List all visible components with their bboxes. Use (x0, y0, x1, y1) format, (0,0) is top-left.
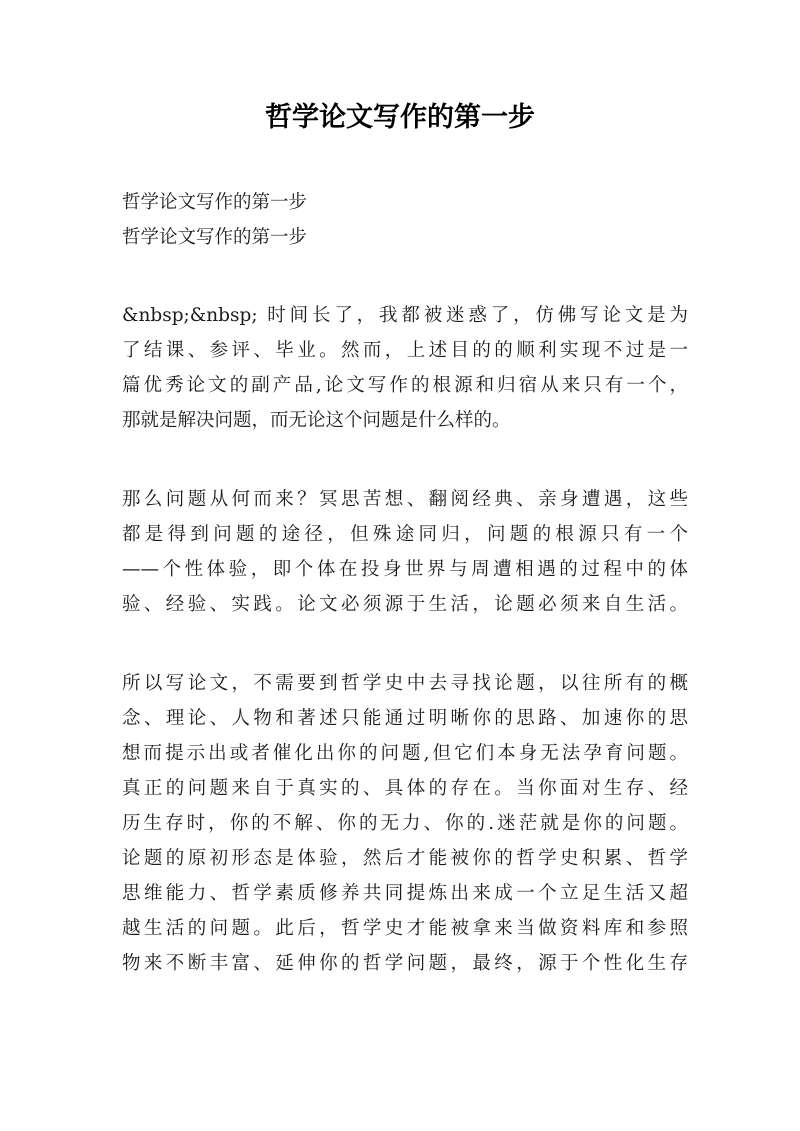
document-body (122, 185, 688, 1025)
paragraph-line: &nbsp;&nbsp; 时间长了，我都被迷惑了，仿佛写论文是为 (122, 305, 688, 326)
paragraph-line: 论题的原初形态是体验，然后才能被你的哲学史积累、哲学 (122, 848, 688, 869)
paragraph-3 (122, 666, 688, 981)
paragraph-line: 念、理论、人物和著述只能通过明晰你的思路、加速你的思 (122, 708, 688, 729)
paragraph-line: 想而提示出或者催化出你的问题,但它们本身无法孕育问题。 (122, 743, 688, 764)
paragraph-line: 都是得到问题的途径，但殊途同归，问题的根源只有一个 (122, 524, 688, 545)
subtitle-block (122, 185, 688, 255)
subtitle-line: 哲学论文写作的第一步 (122, 192, 308, 213)
paragraph-line: 历生存时，你的不解、你的无力、你的.迷茫就是你的问题。 (122, 813, 688, 834)
paragraph-line: 真正的问题来自于真实的、具体的存在。当你面对生存、经 (122, 778, 688, 799)
paragraph-1 (122, 298, 688, 438)
paragraph-line: 验、经验、实践。论文必须源于生活，论题必须来自生活。 (122, 594, 688, 615)
paragraph-line: 那就是解决问题，而无论这个问题是什么样的。 (122, 410, 511, 431)
paragraph-line: 了结课、参评、毕业。然而，上述目的的顺利实现不过是一 (122, 340, 688, 361)
paragraph-line: ——个性体验，即个体在投身世界与周遭相遇的过程中的体 (122, 559, 688, 580)
subtitle-line: 哲学论文写作的第一步 (122, 227, 308, 248)
paragraph-line: 越生活的问题。此后，哲学史才能被拿来当做资料库和参照 (122, 918, 688, 939)
document-title: 哲学论文写作的第一步 (265, 102, 535, 133)
paragraph-line: 篇优秀论文的副产品,论文写作的根源和归宿从来只有一个， (122, 375, 688, 396)
paragraph-line: 物来不断丰富、延伸你的哲学问题，最终，源于个性化生存 (122, 953, 688, 974)
paragraph-line: 思维能力、哲学素质修养共同提炼出来成一个立足生活又超 (122, 883, 688, 904)
paragraph-line: 所以写论文，不需要到哲学史中去寻找论题，以往所有的概 (122, 673, 688, 694)
paragraph-2 (122, 482, 688, 622)
paragraph-line: 那么问题从何而来？冥思苦想、翻阅经典、亲身遭遇，这些 (122, 489, 688, 510)
